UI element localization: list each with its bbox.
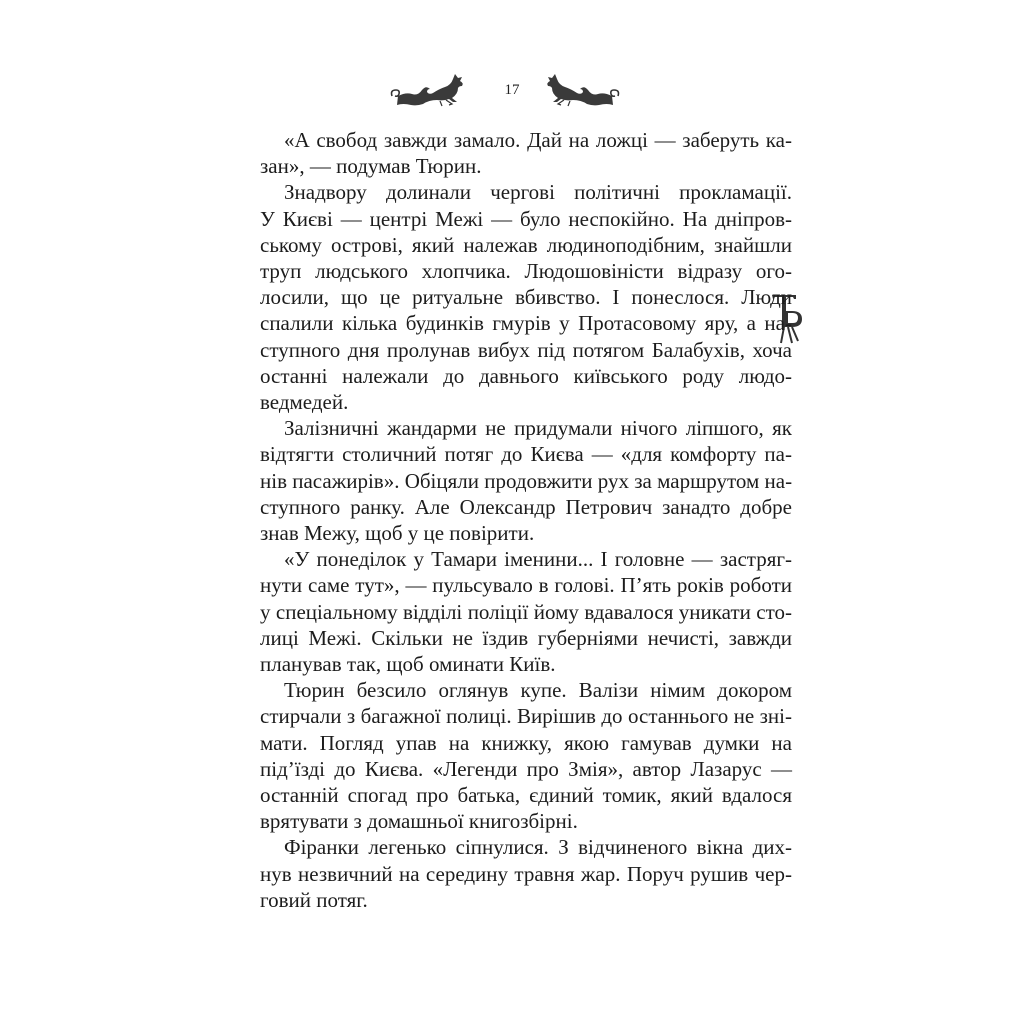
text-line: нів пасажирів». Обіцяли продовжити рух за маршрутом на- — [260, 468, 793, 493]
text-line: труп людського хлопчика. Людошовіністи відразу ого- — [260, 259, 792, 284]
text-line: останній спогад про батька, єдиний томик, який вдалося — [260, 783, 792, 808]
text-line: Фіранки легенько сіпнулися. З відчиненого вікна дих- — [284, 835, 792, 860]
text-line: У Києві — центрі Межі — було неспокійно. На дніпров- — [260, 206, 792, 231]
text-line: стирчали з багажної полиці. Вирішив до останнього не зні- — [260, 704, 792, 729]
text-line: зан», — подумав Тюрин. — [260, 154, 482, 179]
text-line: лиці Межі. Скільки не їздив губерніями нечисті, завжди — [260, 625, 792, 650]
text-line: планував так, щоб оминати Київ. — [260, 652, 556, 677]
text-line: ському острові, який належав людиноподібним, знайшли — [260, 232, 792, 257]
text-line: нути саме тут», — пульсувало в голові. П’ять років роботи — [260, 573, 792, 598]
text-line: відтягти столичний потяг до Києва — «для комфорту па- — [260, 442, 792, 467]
text-line: останні належали до давнього київського роду людо- — [260, 363, 792, 388]
paragraph — [236, 179, 792, 415]
page-number: 17 — [504, 82, 520, 98]
dragon-ornament-icon — [540, 72, 622, 108]
text-line: врятувати з домашньої книгозбірні. — [260, 809, 578, 834]
text-line: Знадвору долинали чергові політичні прокламації. — [284, 180, 792, 205]
paragraph — [236, 546, 792, 677]
text-line: під’їзді до Києва. «Легенди про Змія», автор Лазарус — — [260, 756, 792, 781]
text-line: лосили, що це ритуальне вбивство. І понеслося. Люди — [260, 285, 792, 310]
body-text — [236, 127, 792, 913]
paragraph — [236, 677, 792, 834]
paragraph — [236, 834, 792, 913]
text-line: мати. Погляд упав на книжку, якою гамував думки на — [260, 730, 792, 755]
text-line: «У понеділок у Тамари іменини... І головне — застряг- — [284, 547, 792, 572]
text-line: Залізничні жандарми не придумали нічого ліпшого, як — [284, 416, 792, 441]
text-line: говий потяг. — [260, 887, 368, 912]
text-line: Тюрин безсило оглянув купе. Валізи німим докором — [284, 678, 792, 703]
text-line: спалили кілька будинків гмурів у Протасовому яру, а на- — [260, 311, 792, 336]
paragraph — [236, 415, 792, 546]
text-line: нув незвичний на середину травня жар. Поруч рушив чер- — [260, 861, 792, 886]
text-line: ведмедей. — [260, 390, 349, 415]
page-header — [0, 72, 1024, 112]
text-line: знав Межу, щоб у це повірити. — [260, 521, 535, 546]
text-line: ступного ранку. Але Олександр Петрович занадто добре — [260, 494, 792, 519]
text-line: «А свобод завжди замало. Дай на ложці — заберуть ка- — [284, 128, 792, 152]
text-line: у спеціальному відділі поліції йому вдавалося уникати сто- — [260, 599, 792, 624]
paragraph — [236, 127, 792, 179]
dragon-ornament-icon — [388, 72, 470, 108]
text-line: ступного дня пролунав вибух під потягом Балабухів, хоча — [260, 337, 792, 362]
